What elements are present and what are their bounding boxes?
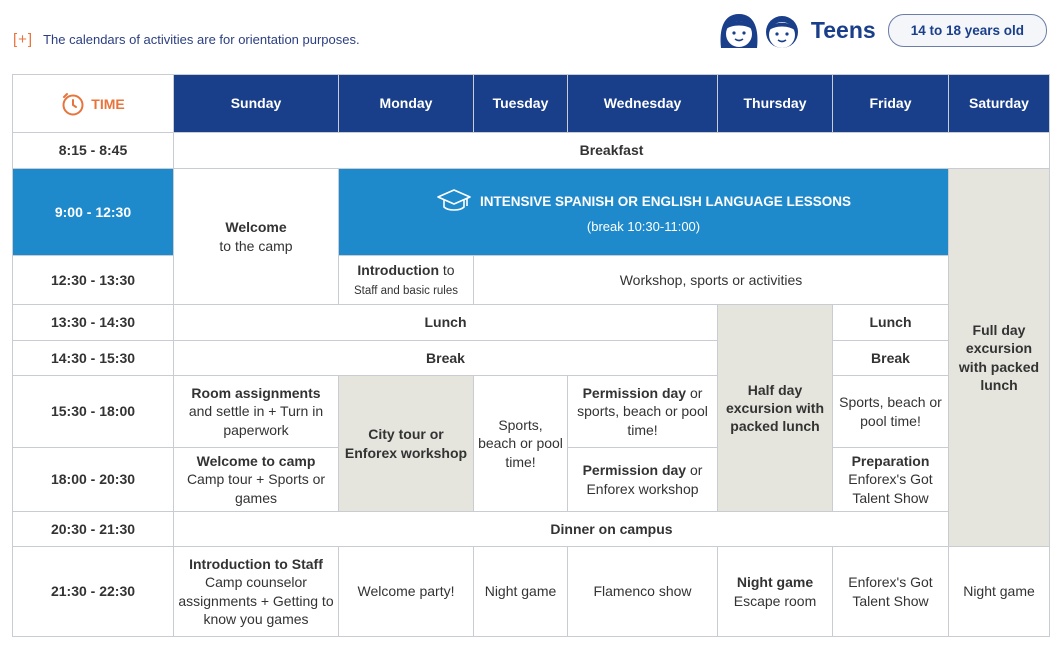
permission-2-title: Permission day bbox=[582, 462, 687, 479]
expand-bracket-icon[interactable]: [+] bbox=[13, 31, 34, 48]
night-thursday-cell bbox=[718, 547, 833, 637]
day-header-friday: Friday bbox=[833, 75, 949, 133]
intro-monday-sub: Staff and basic rules bbox=[354, 284, 458, 297]
room-assign-cell bbox=[174, 376, 339, 448]
lunch-friday-cell: Lunch bbox=[833, 305, 949, 341]
lessons-title: INTENSIVE SPANISH OR ENGLISH LANGUAGE LESSONS bbox=[479, 193, 852, 209]
day-header-thursday: Thursday bbox=[718, 75, 833, 133]
night-sunday-cell bbox=[174, 547, 339, 637]
time-cell: 13:30 - 14:30 bbox=[13, 305, 174, 341]
night-saturday-cell: Night game bbox=[949, 547, 1050, 637]
disclaimer-text: The calendars of activities are for orientation purposes. bbox=[43, 32, 360, 47]
welcome-camp-cell bbox=[174, 448, 339, 512]
row-1530 bbox=[13, 376, 1050, 448]
time-cell: 12:30 - 13:30 bbox=[13, 256, 174, 305]
time-cell: 14:30 - 15:30 bbox=[13, 341, 174, 376]
workshop-cell: Workshop, sports or activities bbox=[474, 256, 949, 305]
time-cell: 15:30 - 18:00 bbox=[13, 376, 174, 448]
day-header-wednesday: Wednesday bbox=[568, 75, 718, 133]
language-lessons-cell bbox=[339, 169, 949, 256]
time-cell: 21:30 - 22:30 bbox=[13, 547, 174, 637]
day-header-saturday: Saturday bbox=[949, 75, 1050, 133]
welcome-camp-rest: Camp tour + Sports or games bbox=[186, 471, 326, 506]
room-assign-rest: and settle in + Turn in paperwork bbox=[188, 403, 324, 438]
night-sunday-rest: Camp counselor assignments + Getting to know you games bbox=[178, 574, 334, 627]
welcome-subtitle: to the camp bbox=[219, 237, 293, 254]
disclaimer-note bbox=[13, 31, 360, 48]
lessons-break: (break 10:30-11:00) bbox=[586, 218, 701, 234]
sports-friday-cell: Sports, beach or pool time! bbox=[833, 376, 949, 448]
time-cell: 18:00 - 20:30 bbox=[13, 448, 174, 512]
night-thursday-rest: Escape room bbox=[733, 592, 817, 609]
welcome-cell bbox=[174, 169, 339, 305]
intro-monday-to: to bbox=[439, 262, 455, 279]
clock-icon bbox=[61, 92, 85, 116]
night-wednesday-cell: Flamenco show bbox=[568, 547, 718, 637]
welcome-camp-title: Welcome to camp bbox=[196, 453, 316, 470]
permission-1-rest: or sports, beach or pool time! bbox=[577, 385, 708, 438]
time-cell: 8:15 - 8:45 bbox=[13, 133, 174, 169]
break-cell: Break bbox=[174, 341, 718, 376]
row-0815 bbox=[13, 133, 1050, 169]
schedule-table bbox=[12, 74, 1050, 637]
dinner-cell: Dinner on campus bbox=[174, 512, 1050, 547]
group-label: Teens bbox=[810, 16, 876, 43]
teen-boy-face-icon bbox=[761, 10, 803, 50]
intro-monday-title: Introduction bbox=[357, 262, 440, 279]
time-cell: 9:00 - 12:30 bbox=[13, 169, 174, 256]
preparation-cell bbox=[833, 448, 949, 512]
preparation-rest: Enforex's Got Talent Show bbox=[848, 471, 933, 506]
permission-day-2-cell bbox=[568, 448, 718, 512]
header-row bbox=[13, 75, 1050, 133]
time-column-header bbox=[13, 75, 174, 133]
break-friday-cell: Break bbox=[833, 341, 949, 376]
night-friday-cell: Enforex's Got Talent Show bbox=[833, 547, 949, 637]
day-header-monday: Monday bbox=[339, 75, 474, 133]
night-thursday-title: Night game bbox=[736, 574, 814, 591]
time-cell: 20:30 - 21:30 bbox=[13, 512, 174, 547]
night-monday-cell: Welcome party! bbox=[339, 547, 474, 637]
graduation-cap-icon bbox=[436, 188, 472, 214]
row-1330 bbox=[13, 305, 1050, 341]
day-header-tuesday: Tuesday bbox=[474, 75, 568, 133]
permission-1-title: Permission day bbox=[582, 385, 687, 402]
row-1430 bbox=[13, 341, 1050, 376]
preparation-title: Preparation bbox=[851, 453, 930, 470]
teen-girl-face-icon bbox=[717, 10, 761, 50]
teen-faces bbox=[717, 10, 803, 50]
intro-monday-cell bbox=[339, 256, 474, 305]
lunch-cell: Lunch bbox=[174, 305, 718, 341]
row-0900 bbox=[13, 169, 1050, 256]
sports-tuesday-cell: Sports, beach or pool time! bbox=[474, 376, 568, 512]
row-1230 bbox=[13, 256, 1050, 305]
room-assign-title: Room assignments bbox=[191, 385, 321, 402]
saturday-excursion-cell: Full day excursion with packed lunch bbox=[949, 169, 1050, 547]
row-2030 bbox=[13, 512, 1050, 547]
age-range-badge: 14 to 18 years old bbox=[888, 14, 1047, 47]
time-header-label: TIME bbox=[91, 95, 125, 112]
night-tuesday-cell: Night game bbox=[474, 547, 568, 637]
thursday-excursion-cell: Half day excursion with packed lunch bbox=[718, 305, 833, 512]
row-2130 bbox=[13, 547, 1050, 637]
welcome-title: Welcome bbox=[225, 219, 287, 236]
breakfast-cell: Breakfast bbox=[174, 133, 1050, 169]
permission-day-1-cell bbox=[568, 376, 718, 448]
night-sunday-title: Introduction to Staff bbox=[189, 556, 323, 573]
city-tour-cell: City tour or Enforex workshop bbox=[339, 376, 474, 512]
day-header-sunday: Sunday bbox=[174, 75, 339, 133]
permission-2-rest: or Enforex workshop bbox=[586, 462, 703, 497]
group-header bbox=[717, 10, 1047, 50]
